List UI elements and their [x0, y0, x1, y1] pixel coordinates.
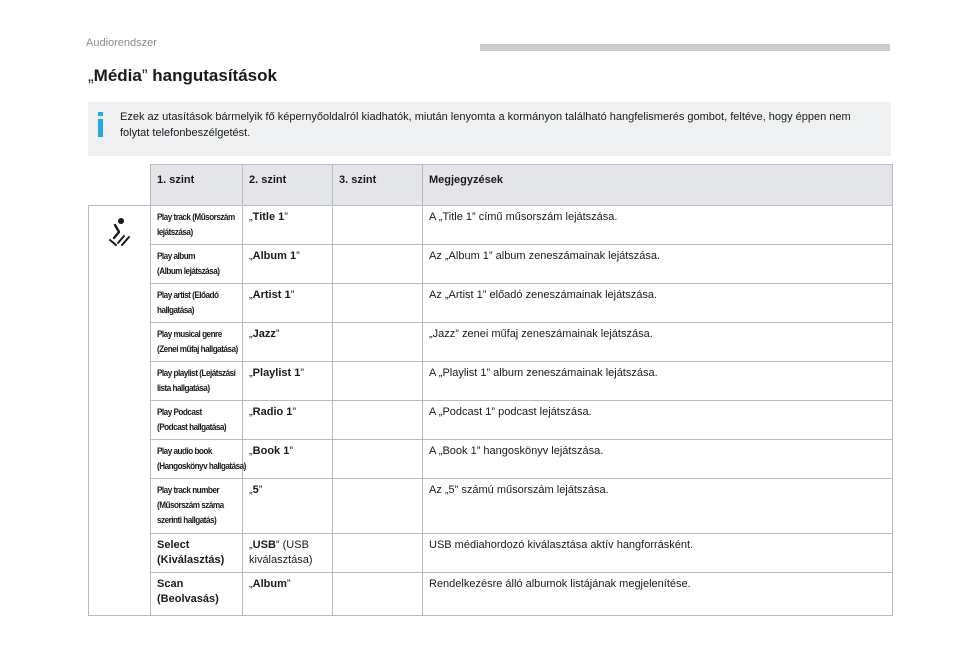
level1-cell [151, 245, 243, 284]
level3-cell [333, 573, 423, 616]
level1-command-text: Play musical genre [157, 329, 222, 340]
level2-command-text: USB [252, 539, 276, 551]
table-header-cell: Megjegyzések [423, 165, 893, 206]
table-header-cell: 1. szint [151, 165, 243, 206]
level1-command-text: lista hallgatása) [157, 383, 210, 394]
note-cell: A „Title 1” című műsorszám lejátszása. [423, 206, 893, 245]
level3-cell [333, 362, 423, 401]
level1-command-text: Play Podcast [157, 407, 202, 418]
level2-close-text: ” [290, 289, 295, 301]
level2-command-text: Book 1 [252, 445, 290, 457]
level1-command-text: (Műsorszám száma [157, 500, 224, 511]
level2-cell [243, 206, 333, 245]
title-word: Média [93, 66, 142, 85]
level2-close-text: ” [286, 578, 291, 590]
level2-cell [243, 362, 333, 401]
page-header-title: Audiorendszer [86, 37, 157, 49]
level2-command-text: Artist 1 [252, 289, 291, 301]
level2-cell [243, 401, 333, 440]
table-row [89, 401, 893, 440]
level2-close-text: ” [289, 445, 294, 457]
table-row [89, 440, 893, 479]
note-cell: Az „Album 1” album zeneszámainak lejátszása. [423, 245, 893, 284]
note-cell: „Jazz” zenei műfaj zeneszámainak lejátszása. [423, 323, 893, 362]
level2-cell [243, 534, 333, 573]
level3-cell [333, 284, 423, 323]
voice-commands-table [88, 164, 893, 616]
level2-open-quote: „ [249, 289, 253, 301]
level1-cell [151, 534, 243, 573]
level3-cell [333, 440, 423, 479]
level3-cell [333, 401, 423, 440]
level2-command-text: Title 1 [252, 211, 285, 223]
level2-close-text: ” [292, 406, 297, 418]
voice-icon-cell [89, 206, 151, 616]
level2-close-text: ” [258, 484, 263, 496]
table-header-cell: 2. szint [243, 165, 333, 206]
level2-open-quote: „ [249, 250, 253, 262]
level2-cell [243, 284, 333, 323]
level2-command-text: Album 1 [252, 250, 297, 262]
level2-command-text: Playlist 1 [252, 367, 301, 379]
level2-open-quote: „ [249, 328, 253, 340]
level1-command-text: Play artist (Előadó [157, 290, 219, 301]
note-cell: USB médiahordozó kiválasztása aktív hangforrásként. [423, 534, 893, 573]
level1-command-text: lejátszása) [157, 227, 193, 238]
level2-cell [243, 323, 333, 362]
level1-cell [151, 323, 243, 362]
level2-command-text: Album [252, 578, 287, 590]
level2-cell [243, 245, 333, 284]
info-icon [96, 112, 106, 140]
level2-cell [243, 573, 333, 616]
level3-cell [333, 245, 423, 284]
level2-close-text: ” [284, 211, 288, 223]
title-rest: hangutasítások [147, 66, 277, 85]
level1-command-text: (Beolvasás) [157, 593, 219, 605]
level1-cell [151, 573, 243, 616]
level2-open-quote: „ [249, 367, 253, 379]
level1-cell [151, 284, 243, 323]
level1-command-text: Play playlist (Lejátszási [157, 368, 236, 379]
level2-close-text: ” [275, 328, 280, 340]
level2-open-quote: „ [249, 539, 253, 551]
table-row [89, 206, 893, 245]
level2-cell [243, 479, 333, 534]
note-cell: Rendelkezésre álló albumok listájának megjelenítése. [423, 573, 893, 616]
level1-cell [151, 440, 246, 479]
level1-command-text: (Podcast hallgatása) [157, 422, 227, 433]
table-header-cell: 3. szint [333, 165, 423, 206]
level3-cell [333, 534, 423, 573]
level1-command-text: Play audio book [157, 446, 212, 457]
level1-command-text: Play track number [157, 485, 220, 496]
table-row [89, 284, 893, 323]
note-cell: Az „5” számú műsorszám lejátszása. [423, 479, 893, 534]
level1-command-text: szerinti hallgatás) [157, 515, 217, 526]
info-box [88, 102, 891, 156]
level1-cell [151, 362, 243, 401]
table-row [89, 362, 893, 401]
title-open-quote: „ [88, 66, 94, 85]
level1-cell [151, 479, 243, 534]
level1-command-text: (Zenei műfaj hallgatása) [157, 344, 238, 355]
level2-command-text: Radio 1 [252, 406, 293, 418]
level3-cell [333, 479, 423, 534]
level1-cell [151, 401, 243, 440]
level3-cell [333, 206, 423, 245]
level1-command-text: (Kiválasztás) [157, 554, 225, 566]
level1-command-text: (Hangoskönyv hallgatása) [157, 461, 246, 472]
level3-cell [333, 323, 423, 362]
level2-open-quote: „ [249, 445, 253, 457]
note-cell: A „Playlist 1” album zeneszámainak lejátszása. [423, 362, 893, 401]
table-header-blank [89, 165, 151, 206]
note-cell: A „Book 1” hangoskönyv lejátszása. [423, 440, 893, 479]
level2-open-quote: „ [249, 406, 253, 418]
level2-close-text: ” [296, 250, 300, 262]
level2-open-quote: „ [249, 211, 253, 223]
level1-command-text: Play album [157, 251, 195, 262]
level2-command-text: 5 [252, 484, 259, 496]
note-cell: Az „Artist 1” előadó zeneszámainak lejátszása. [423, 284, 893, 323]
info-text: Ezek az utasítások bármelyik fő képernyőoldalról kiadhatók, miután lenyomta a kormányon található hangfelismerés gombot, feltéve, hogy éppen nem folytat telefonbeszélgetést. [120, 111, 851, 139]
table-header-row [89, 165, 893, 206]
voice-command-icon [107, 216, 133, 246]
level2-cell [243, 440, 333, 479]
level1-command-text: (Album lejátszása) [157, 266, 220, 277]
level2-open-quote: „ [249, 578, 253, 590]
level2-close-text: ” (USB kiválasztása) [249, 539, 313, 566]
level1-command-text: hallgatása) [157, 305, 195, 316]
table-row [89, 323, 893, 362]
note-cell: A „Podcast 1” podcast lejátszása. [423, 401, 893, 440]
level1-cell [151, 206, 243, 245]
level2-command-text: Jazz [252, 328, 276, 340]
page-header-bar [480, 44, 890, 51]
section-title [88, 66, 277, 86]
table-row [89, 479, 893, 534]
level1-command-text: Play track (Műsorszám [157, 212, 235, 223]
level1-command-text: Select [157, 539, 190, 551]
level2-open-quote: „ [249, 484, 253, 496]
table-row [89, 534, 893, 573]
title-close-quote: ” [141, 66, 148, 85]
level1-command-text: Scan [157, 578, 184, 590]
table-row [89, 245, 893, 284]
table-row [89, 573, 893, 616]
level2-close-text: ” [300, 367, 305, 379]
